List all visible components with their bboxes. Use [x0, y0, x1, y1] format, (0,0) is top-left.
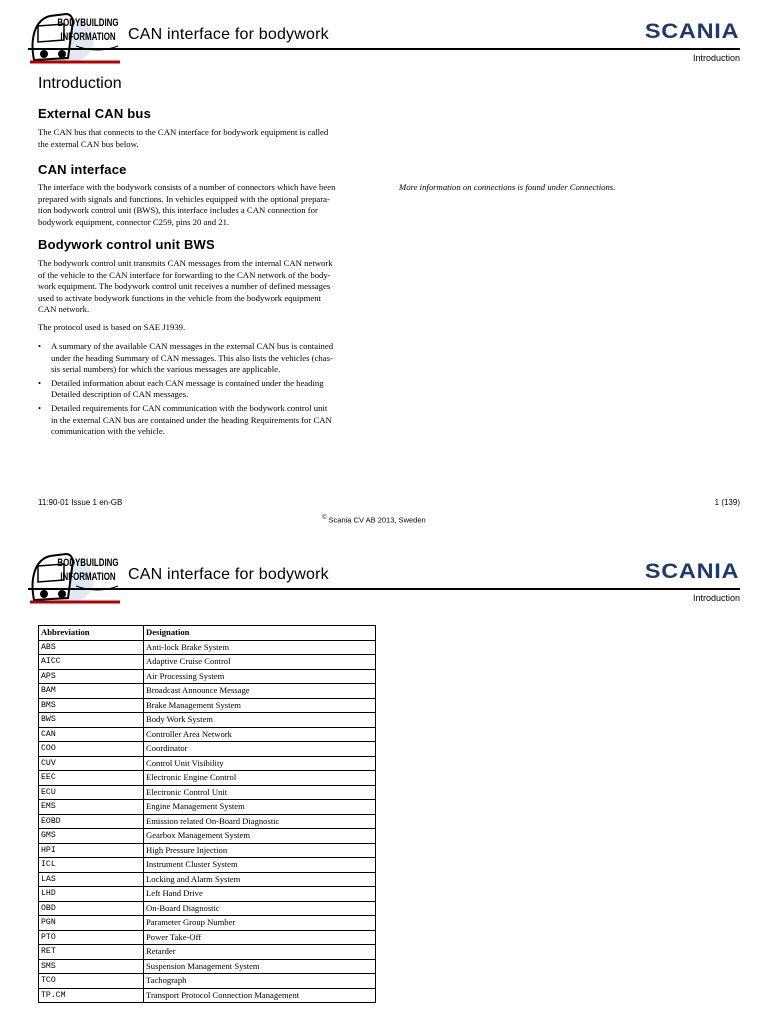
paragraph-external-can-bus: The CAN bus that connects to the CAN interface for bodywork equipment is called the external CAN bus below.	[38, 127, 329, 149]
table-row	[39, 843, 376, 858]
table-row	[39, 945, 376, 960]
section-heading-external-can-bus: External CAN bus	[38, 106, 152, 121]
table-row	[39, 930, 376, 945]
abbreviation-cell: ECU	[39, 785, 144, 800]
page-header	[0, 540, 768, 610]
table-row	[39, 887, 376, 902]
section-heading-can-interface: CAN interface	[38, 162, 127, 177]
bullet-list	[38, 341, 376, 440]
designation-cell: Controller Area Network	[144, 727, 376, 742]
table-header-row	[39, 626, 376, 641]
designation-cell: Anti-lock Brake System	[144, 640, 376, 655]
table-body	[39, 640, 376, 1003]
abbreviation-cell: OBD	[39, 901, 144, 916]
abbreviation-cell: LAS	[39, 872, 144, 887]
abbreviation-cell: COO	[39, 742, 144, 757]
designation-cell: Locking and Alarm System	[144, 872, 376, 887]
abbreviation-cell: ICL	[39, 858, 144, 873]
abbreviation-cell: BAM	[39, 684, 144, 699]
section-heading-bws: Bodywork control unit BWS	[38, 237, 215, 252]
table-row	[39, 916, 376, 931]
abbreviation-cell: APS	[39, 669, 144, 684]
designation-cell: Instrument Cluster System	[144, 858, 376, 873]
designation-cell: Electronic Control Unit	[144, 785, 376, 800]
table-row	[39, 785, 376, 800]
abbreviation-table	[38, 625, 376, 1003]
svg-text:BODYBUILDING: BODYBUILDING	[57, 556, 119, 570]
table-row	[39, 959, 376, 974]
abbreviation-cell: EMS	[39, 800, 144, 815]
header-rule	[28, 48, 740, 50]
designation-cell: Control Unit Visibility	[144, 756, 376, 771]
abbreviation-cell: SMS	[39, 959, 144, 974]
designation-cell: Engine Management System	[144, 800, 376, 815]
designation-cell: Retarder	[144, 945, 376, 960]
abbreviation-cell: PGN	[39, 916, 144, 931]
scania-logo: SCANIA	[644, 20, 739, 43]
table-row	[39, 684, 376, 699]
designation-cell: Tachograph	[144, 974, 376, 989]
section-tag: Introduction	[692, 53, 740, 63]
bullet-icon: •	[38, 402, 42, 413]
designation-cell: Coordinator	[144, 742, 376, 757]
table-row	[39, 988, 376, 1003]
abbreviation-cell: ABS	[39, 640, 144, 655]
abbreviation-cell: RET	[39, 945, 144, 960]
designation-cell: Broadcast Announce Message	[144, 684, 376, 699]
designation-cell: Gearbox Management System	[144, 829, 376, 844]
table-row	[39, 727, 376, 742]
section-tag: Introduction	[692, 593, 740, 603]
bullet-icon: •	[38, 341, 42, 351]
abbreviation-cell: TP.CM	[39, 988, 144, 1003]
abbreviation-cell: TCO	[39, 974, 144, 989]
paragraph-bws: The bodywork control unit transmits CAN messages from the internal CAN network of the vehicle to the CAN interface for forwarding to the CAN network of the body- work equipment. The bodywork control unit receives a number of defined messages used to activate bodywork functions in the vehicle from the bodywork equipment CAN network.	[38, 258, 333, 315]
table-row	[39, 669, 376, 684]
abbreviation-cell: CAN	[39, 727, 144, 742]
abbreviation-cell: GMS	[39, 829, 144, 844]
table-row	[39, 872, 376, 887]
table-row	[39, 858, 376, 873]
bodybuilding-information-logo	[28, 550, 122, 606]
abbreviation-cell: AICC	[39, 655, 144, 670]
svg-text:INFORMATION: INFORMATION	[60, 30, 116, 44]
table-row	[39, 800, 376, 815]
footer-doc-ref: 11:90-01 Issue 1 en-GB	[38, 498, 123, 507]
abbreviation-cell: EOBD	[39, 814, 144, 829]
list-item: • Detailed information about each CAN message is contained under the heading Detailed description of CAN messages.	[38, 377, 324, 400]
table-row	[39, 698, 376, 713]
svg-text:BODYBUILDING: BODYBUILDING	[57, 16, 119, 30]
table-row	[39, 829, 376, 844]
designation-cell: Air Processing System	[144, 669, 376, 684]
document-title: CAN interface for bodywork	[128, 26, 329, 43]
footer-copyright: © Scania CV AB 2013, Sweden	[322, 515, 426, 525]
paragraph-can-interface: The interface with the bodywork consists of a number of connectors which have been prepared with signals and functions. In vehicles equipped with the optional prepara- tion bodywork control unit (BWS), this interface includes a CAN connection for bodywork equipment, connector C259, pins 20 and 21.	[38, 182, 336, 227]
abbreviation-cell: LHD	[39, 887, 144, 902]
column-header-designation: Designation	[144, 626, 376, 641]
table-row	[39, 974, 376, 989]
column-header-abbreviation: Abbreviation	[39, 626, 144, 641]
footer-page-number: 1 (139)	[714, 498, 740, 507]
table-row	[39, 771, 376, 786]
abbreviation-cell: PTO	[39, 930, 144, 945]
document-page-2	[0, 540, 768, 1024]
designation-cell: Suspension Management System	[144, 959, 376, 974]
table-row	[39, 814, 376, 829]
page-header	[0, 0, 768, 70]
document-title: CAN interface for bodywork	[128, 566, 329, 583]
abbreviation-cell: EEC	[39, 771, 144, 786]
list-item: • A summary of the available CAN messages in the external CAN bus is contained under the heading Summary of CAN messages. This also lists the vehicles (chas- sis serial numbers) for which the various messages are applicable.	[38, 341, 334, 375]
designation-cell: Parameter Group Number	[144, 916, 376, 931]
page-heading: Introduction	[38, 75, 122, 92]
designation-cell: Power Take-Off	[144, 930, 376, 945]
scania-logo: SCANIA	[644, 560, 739, 583]
bullet-icon: •	[38, 377, 42, 388]
designation-cell: Adaptive Cruise Control	[144, 655, 376, 670]
designation-cell: Electronic Engine Control	[144, 771, 376, 786]
abbreviation-cell: BMS	[39, 698, 144, 713]
table-row	[39, 756, 376, 771]
abbreviation-cell: CUV	[39, 756, 144, 771]
header-rule	[28, 588, 740, 590]
copyright-icon: ©	[322, 515, 327, 521]
bodybuilding-information-logo	[28, 10, 122, 66]
designation-cell: On-Board Diagnostic	[144, 901, 376, 916]
abbreviation-cell: BWS	[39, 713, 144, 728]
table-row	[39, 901, 376, 916]
paragraph-protocol: The protocol used is based on SAE J1939.	[38, 322, 186, 332]
designation-cell: Body Work System	[144, 713, 376, 728]
table-row	[39, 742, 376, 757]
designation-cell: Left Hand Drive	[144, 887, 376, 902]
designation-cell: Emission related On-Board Diagnostic	[144, 814, 376, 829]
table-row	[39, 713, 376, 728]
designation-cell: Brake Management System	[144, 698, 376, 713]
list-item: • Detailed requirements for CAN communication with the bodywork control unit in the external CAN bus are contained under the heading Requirements for CAN communication with the vehicle.	[38, 402, 332, 437]
designation-cell: High Pressure Injection	[144, 843, 376, 858]
table-row	[39, 655, 376, 670]
designation-cell: Transport Protocol Connection Management	[144, 988, 376, 1003]
table-row	[39, 640, 376, 655]
abbreviation-cell: HPI	[39, 843, 144, 858]
side-note-connections: More information on connections is found under Connections.	[399, 182, 616, 192]
svg-text:INFORMATION: INFORMATION	[60, 570, 116, 584]
